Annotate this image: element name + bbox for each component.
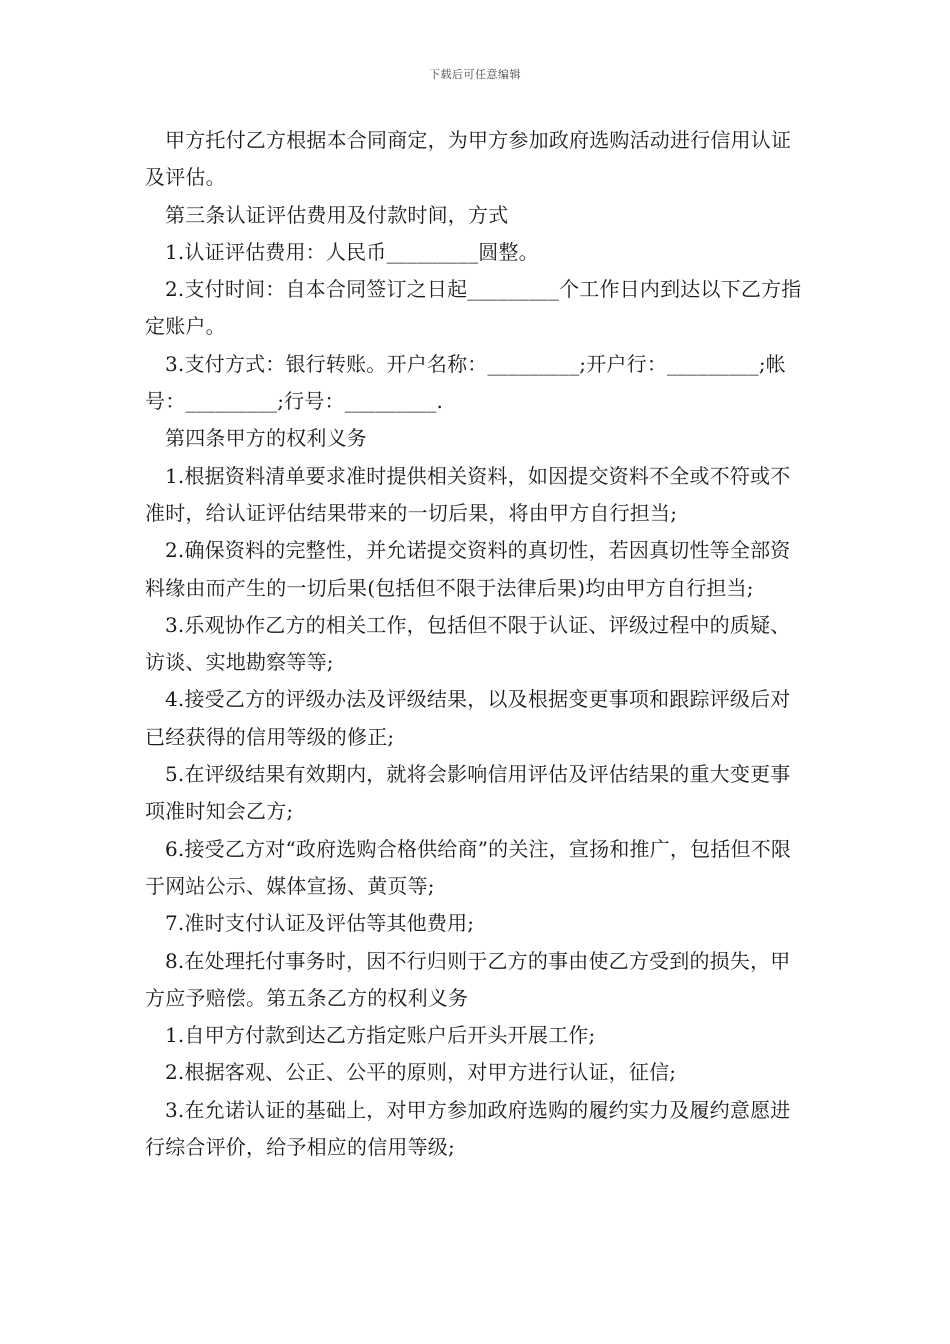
article-3-heading: 第三条认证评估费用及付款时间，方式 <box>165 202 509 227</box>
article-4-item-5: 5.在评级结果有效期内，就将会影响信用评估及评估结果的重大变更事项准时知会乙方; <box>145 762 791 824</box>
header-note: 下载后可任意编辑 <box>429 68 521 81</box>
article-5-item-3: 3.在允诺认证的基础上，对甲方参加政府选购的履约实力及履约意愿进行综合评价，给予相应的信用等级; <box>145 1097 791 1160</box>
article-4-item-6: 6.接受乙方对“政府选购合格供给商”的关注，宣扬和推广，包括但不限于网站公示、媒体宣扬、黄页等; <box>145 836 792 898</box>
paragraph-intro: 甲方托付乙方根据本合同商定，为甲方参加政府选购活动进行信用认证及评估。 <box>145 128 792 190</box>
article-3-item-3: 3.支付方式：银行转账。开户名称：_________;开户行：_________;帐号：_________;行号：_________. <box>145 351 786 414</box>
article-3-item-2: 2.支付时间：自本合同签订之日起_________个工作日内到达以下乙方指定账户。 <box>145 277 802 339</box>
article-4-item-1: 1.根据资料清单要求准时提供相关资料，如因提交资料不全或不符或不准时，给认证评估结果带来的一切后果，将由甲方自行担当; <box>145 463 791 525</box>
article-5-item-2: 2.根据客观、公正、公平的原则，对甲方进行认证，征信; <box>165 1060 677 1085</box>
article-5-item-1: 1.自甲方付款到达乙方指定账户后开头开展工作; <box>165 1023 596 1048</box>
article-4-heading: 第四条甲方的权利义务 <box>165 426 367 451</box>
document-body <box>145 122 810 1166</box>
article-4-item-4: 4.接受乙方的评级办法及评级结果，以及根据变更事项和跟踪评级后对已经获得的信用等级的修正; <box>145 687 791 749</box>
article-3-item-1: 1.认证评估费用：人民币_________圆整。 <box>165 239 539 264</box>
article-4-item-3: 3.乐观协作乙方的相关工作，包括但不限于认证、评级过程中的质疑、访谈、实地勘察等等; <box>145 612 791 675</box>
article-4-item-7: 7.准时支付认证及评估等其他费用; <box>165 911 475 936</box>
article-4-item-8: 8.在处理托付事务时，因不行归则于乙方的事由使乙方受到的损失，甲方应予赔偿。第五条乙方的权利义务 <box>145 948 791 1010</box>
article-4-item-2: 2.确保资料的完整性，并允诺提交资料的真切性，若因真切性等全部资料缘由而产生的一切后果(包括但不限于法律后果)均由甲方自行担当; <box>145 538 791 600</box>
